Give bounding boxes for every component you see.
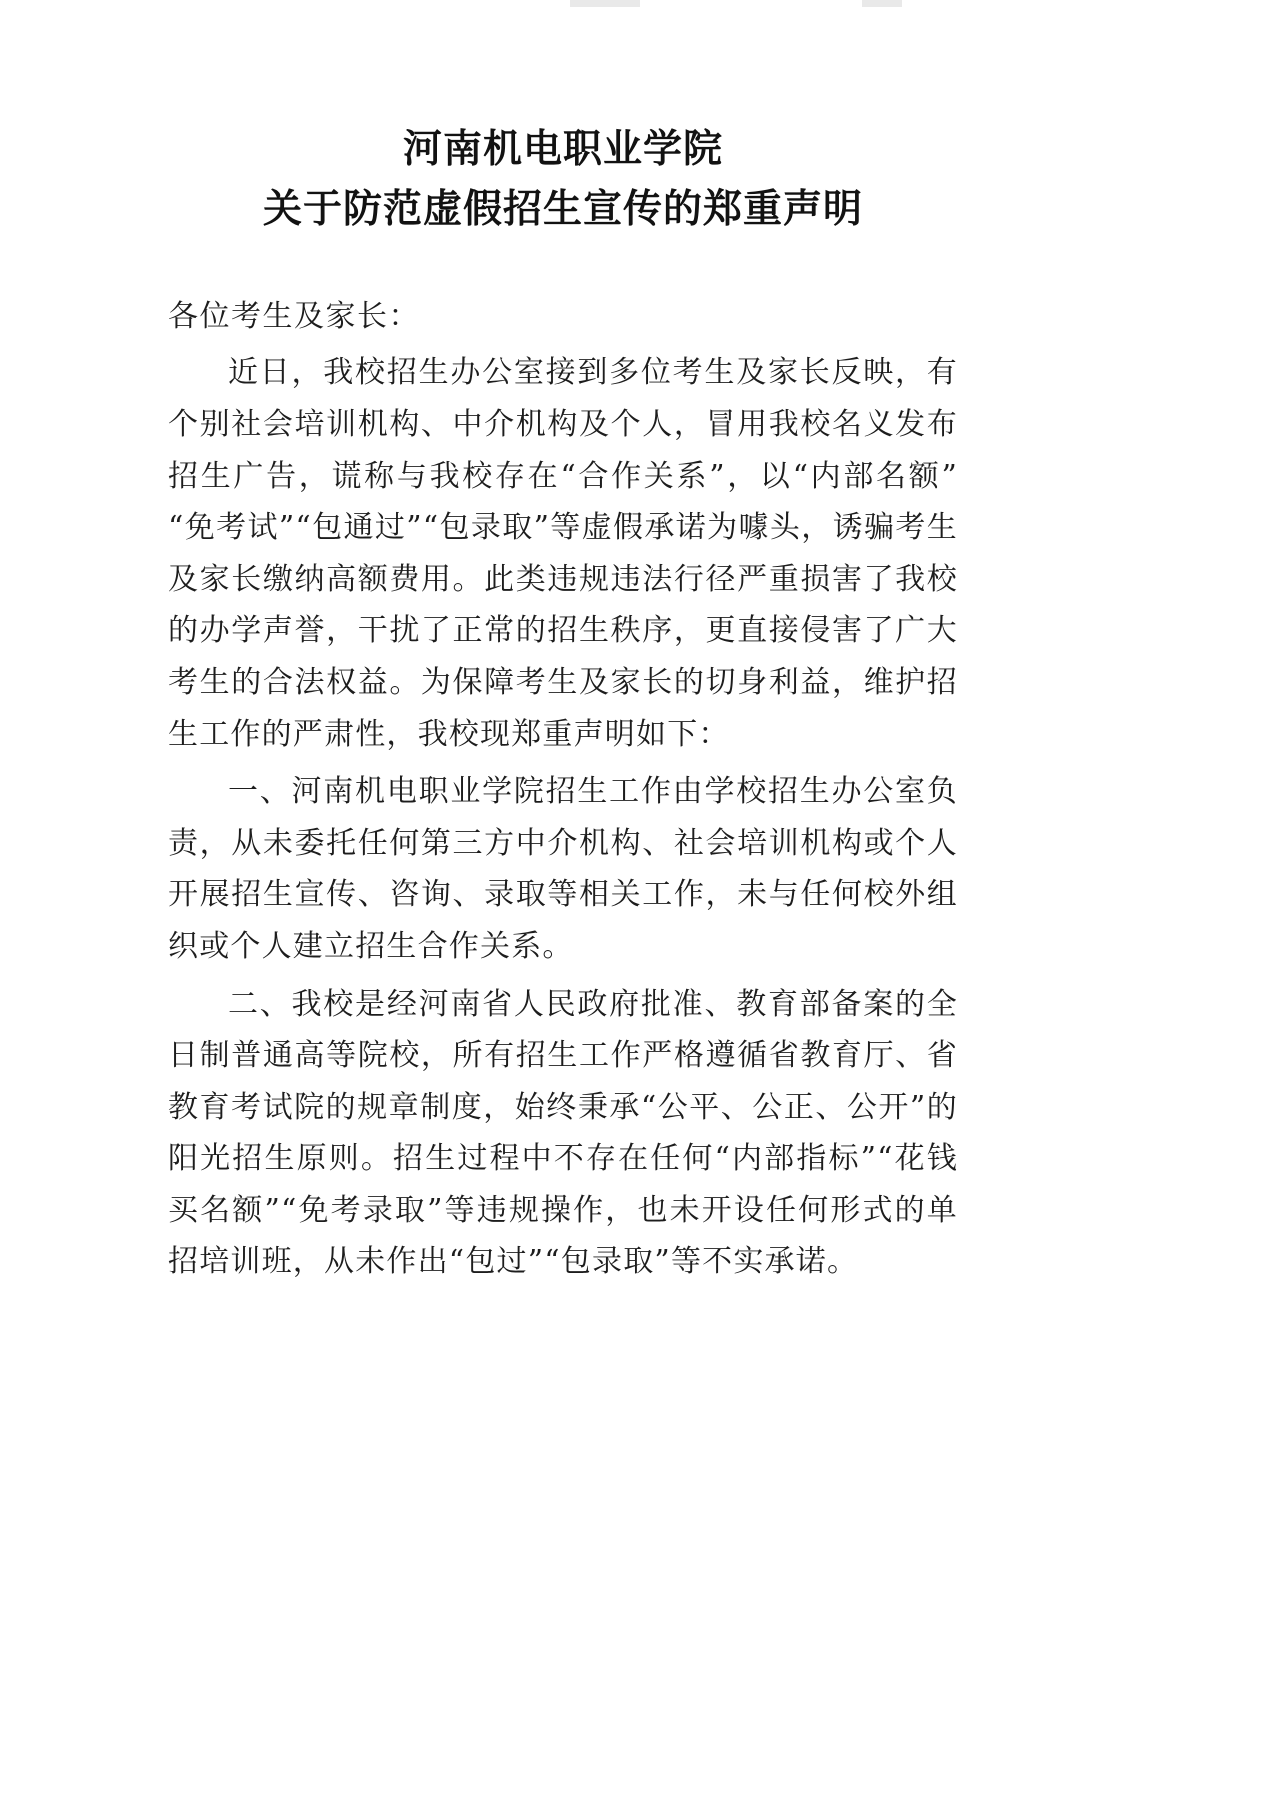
document-body <box>168 120 958 1294</box>
page-title <box>168 120 958 241</box>
paragraph-3: 二、我校是经河南省人民政府批准、教育部备案的全日制普通高等院校，所有招生工作严格遵循省教育厅、省教育考试院的规章制度，始终秉承“公平、公正、公开”的阳光招生原则。招生过程中不存在任何“内部指标”“花钱买名额”“免考录取”等违规操作，也未开设任何形式的单招培训班，从未作出“包过”“包录取”等不实承诺。 <box>168 986 958 1280</box>
title-line-2: 关于防范虚假招生宣传的郑重声明 <box>262 187 863 233</box>
paragraph-1: 近日，我校招生办公室接到多位考生及家长反映，有个别社会培训机构、中介机构及个人，冒用我校名义发布招生广告，谎称与我校存在“合作关系”，以“内部名额”“免考试”“包通过”“包录取”等虚假承诺为噱头，诱骗考生及家长缴纳高额费用。此类违规违法行径严重损害了我校的办学声誉，干扰了正常的招生秩序，更直接侵害了广大考生的合法权益。为保障考生及家长的切身利益，维护招生工作的严肃性，我校现郑重声明如下： <box>168 355 958 752</box>
title-line-1: 河南机电职业学院 <box>402 127 723 172</box>
scan-artifact <box>862 0 902 7</box>
scan-artifact <box>570 0 640 7</box>
salutation: 各位考生及家长： <box>168 298 420 334</box>
paragraph-2: 一、河南机电职业学院招生工作由学校招生办公室负责，从未委托任何第三方中介机构、社会培训机构或个人开展招生宣传、咨询、录取等相关工作，未与任何校外组织或个人建立招生合作关系。 <box>168 774 958 964</box>
